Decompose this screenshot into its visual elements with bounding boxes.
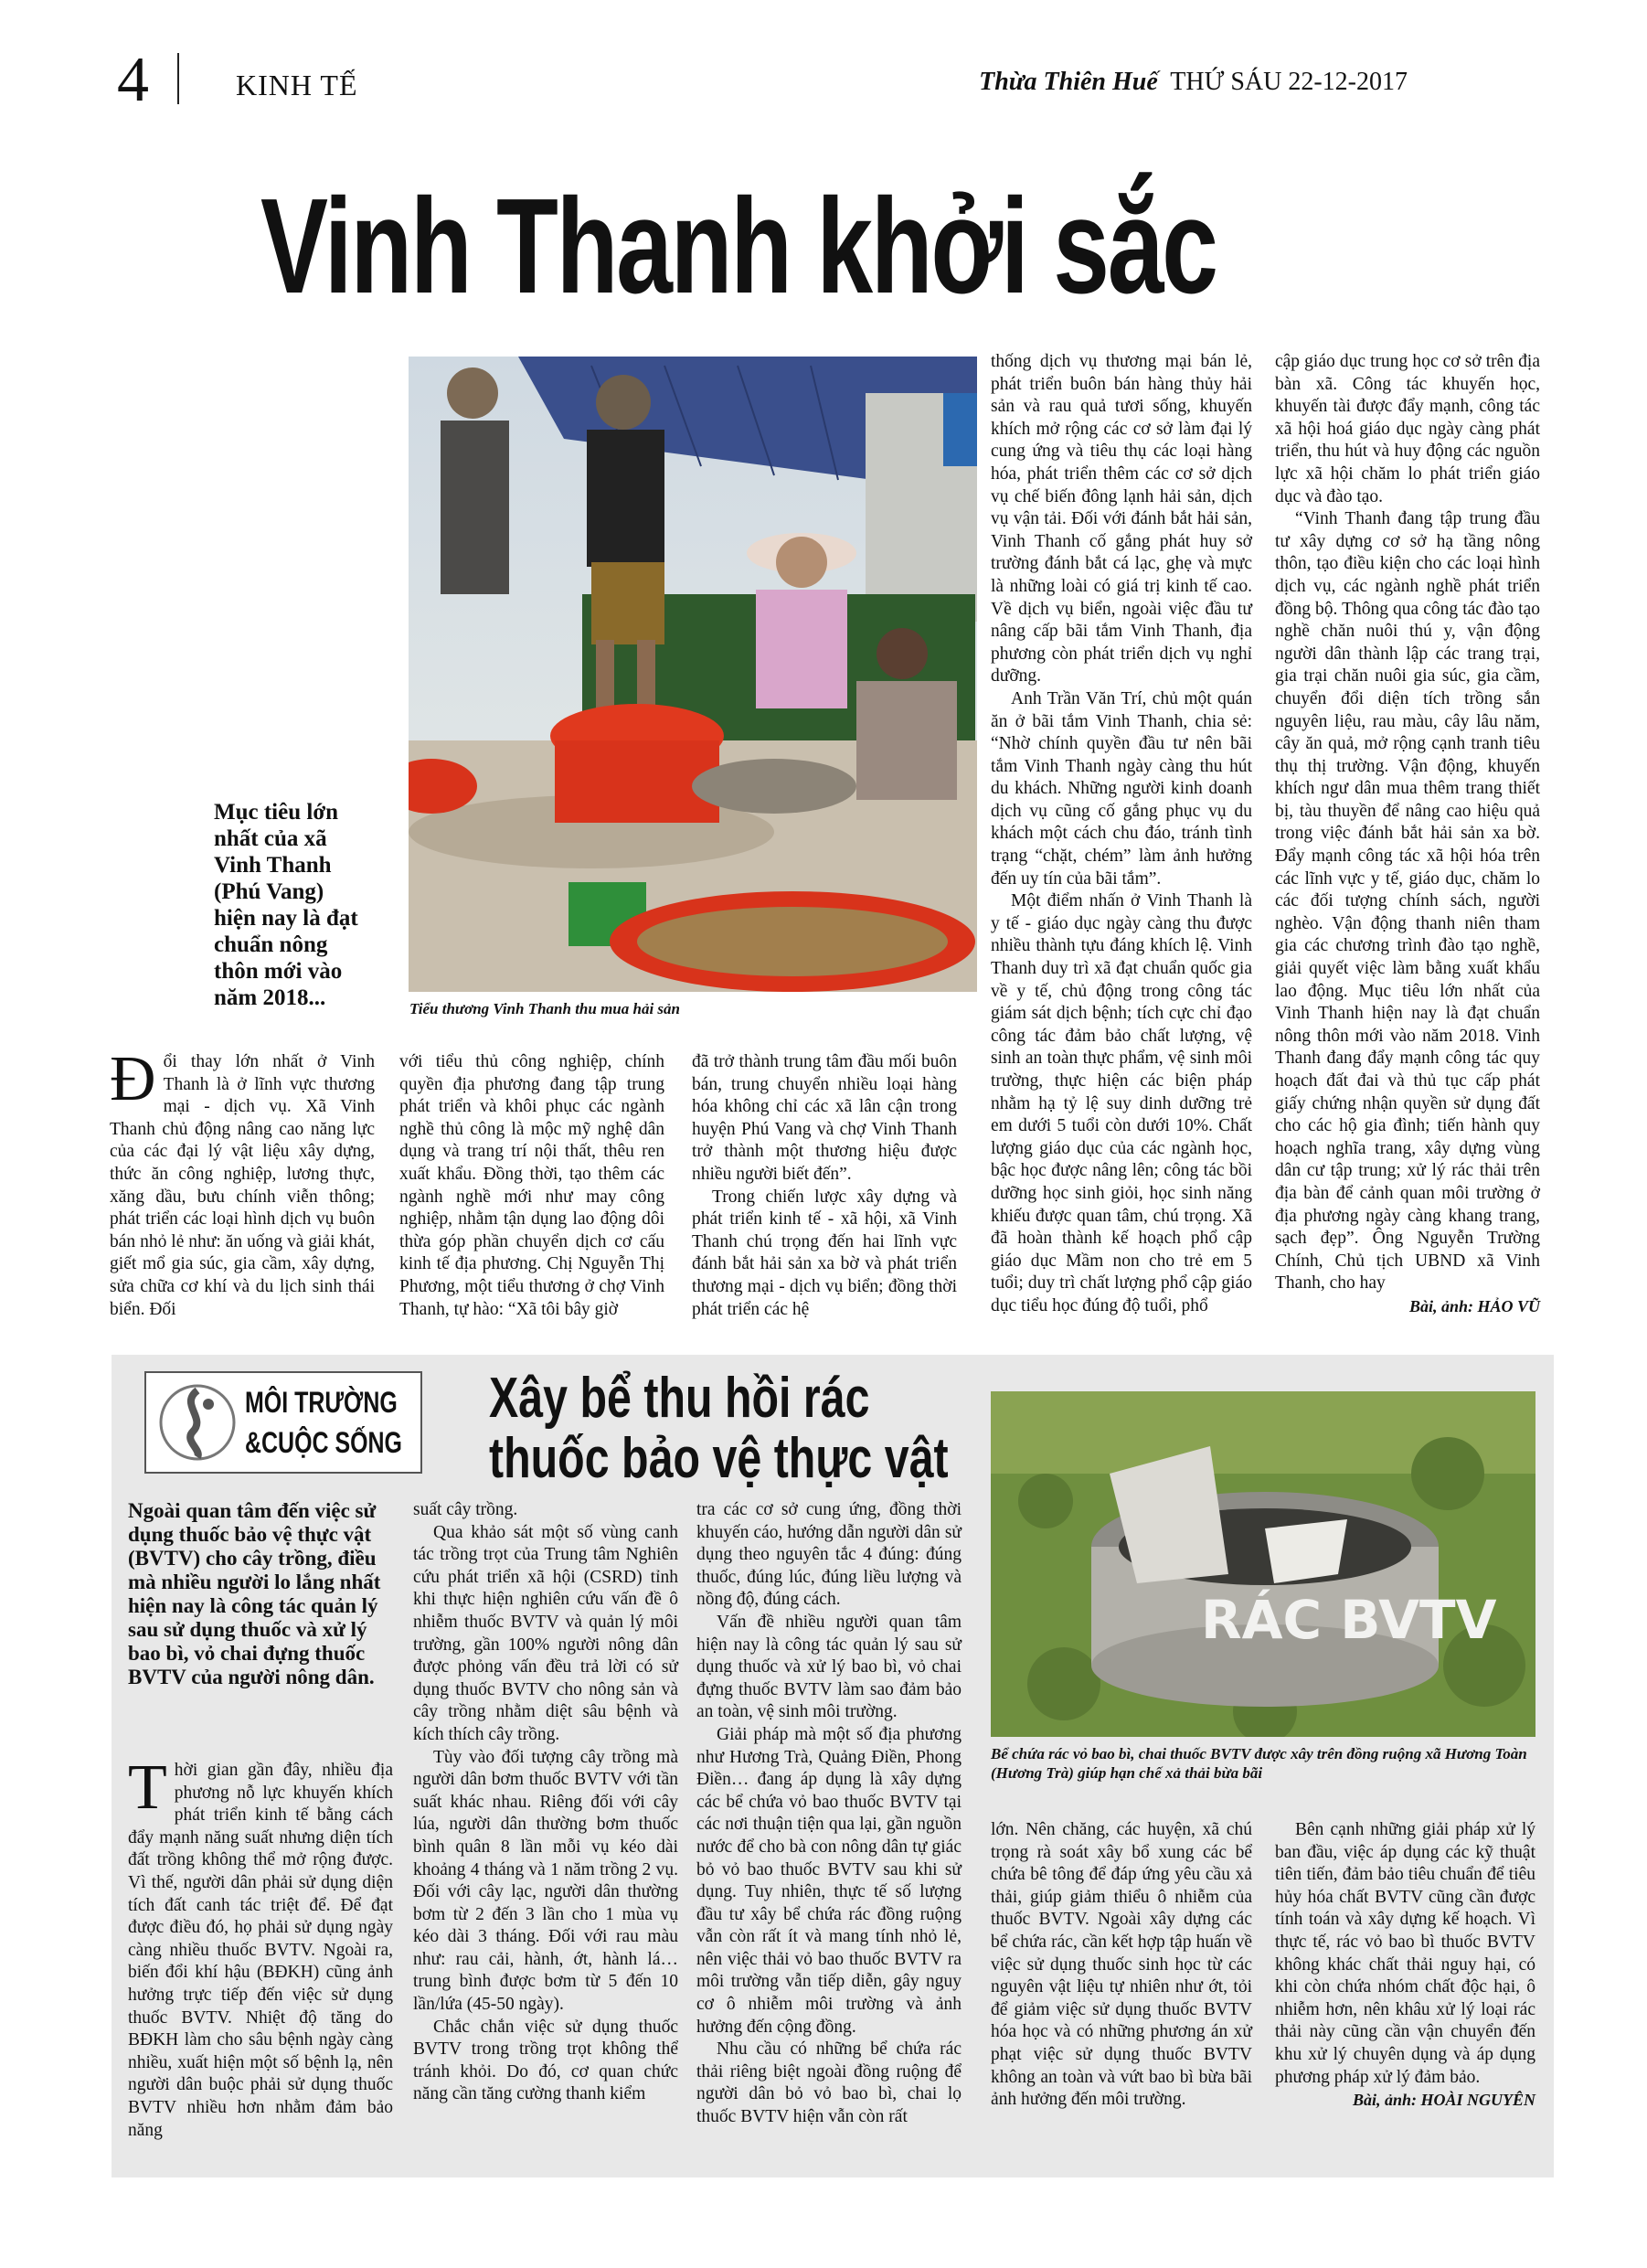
paragraph: suất cây trồng.: [413, 1500, 518, 1519]
article2-col3: [696, 1499, 962, 2129]
article2-col2: [413, 1499, 678, 2106]
article1-col4: [991, 351, 1252, 1318]
issue-date: THỨ SÁU 22-12-2017: [1170, 68, 1408, 96]
badge-line1: MÔI TRƯỜNG: [245, 1386, 398, 1419]
article2-col5: [1275, 1819, 1535, 2112]
paragraph: Anh Trần Văn Trí, chủ một quán ăn ở bãi tắm Vinh Thanh, chia sẻ: “Nhờ chính quyền đầu tư nên bãi tắm Vinh Thanh ngày càng thu hút du khách. Những người kinh doanh dịch vụ cũng cố gắng phục vụ du khách một cách chu đáo, tránh tình trạng “chặt, chém” làm ảnh hưởng đến uy tín của bãi tắm”.: [991, 688, 1252, 889]
paragraph: với tiểu thủ công nghiệp, chính quyền địa phương đang tập trung phát triển và khôi phục các ngành nghề thủ công là mộc mỹ nghệ dân dụng và trang trí nội thất, thêu ren xuất khẩu. Đồng thời, tạo thêm các ngành nghề mới như may công nghiệp, nhằm tận dụng lao động dôi thừa góp phần chuyển dịch cơ cấu kinh tế địa phương. Chị Nguyễn Thị Phương, một tiểu thương ở chợ Vinh Thanh, tự hào: “Xã tôi bây giờ: [399, 1052, 664, 1319]
article1-col5: [1275, 351, 1540, 1318]
photo-caption: Tiểu thương Vinh Thanh thu mua hải sản: [409, 1000, 681, 1017]
environment-logo-icon: [152, 1377, 243, 1468]
drop-cap: Đ: [110, 1044, 156, 1114]
waste-bin-illustration: [991, 1391, 1535, 1737]
article1-col3: [692, 1051, 957, 1321]
page-number: 4: [117, 45, 149, 115]
paragraph: Trong chiến lược xây dựng và phát triển kinh tế - xã hội, xã Vinh Thanh chú trọng đến hai lĩnh vực đánh bắt hải sản xa bờ và phát triển thương mại - dịch vụ biển; đồng thời phát triển các hệ: [692, 1187, 957, 1319]
header-divider: [177, 53, 179, 104]
section-title: KINH TẾ: [236, 69, 358, 101]
bin-label: RÁC BVTV: [1201, 1589, 1497, 1651]
paragraph: Bên cạnh những giải pháp xử lý ban đầu, việc áp dụng các kỹ thuật tiên tiến, đảm bảo tiêu chuẩn để tiêu hủy hóa chất BVTV cũng cần được tính toán và xây dựng kế hoạch. Vì thực tế, rác vỏ bao bì thuốc BVTV không khác chất thải nguy hại, có khi còn chứa nhóm chất độc hại, ô nhiễm hơn, nên khâu xử lý loại rác thải này cũng cần vận chuyển đến khu xử lý chuyên dụng và áp dụng phương pháp xử lý đảm bảo.: [1275, 1820, 1535, 2087]
article1-col2: [399, 1051, 664, 1321]
byline: Bài, ảnh: HẢO VŨ: [1408, 1296, 1540, 1315]
article2-col1: [128, 1752, 393, 2142]
paragraph: Nhu cầu có những bể chứa rác thải riêng biệt ngoài đồng ruộng để người dân bỏ vỏ bao bì, chai lọ thuốc BVTV hiện vẫn còn rất: [696, 2039, 962, 2127]
paragraph: Vấn đề nhiều người quan tâm hiện nay là công tác quản lý sau sử dụng thuốc và xử lý bao bì, vỏ chai đựng thuốc BVTV làm sao đảm bảo an toàn, vệ sinh môi trường.: [696, 1612, 962, 1722]
drop-cap: T: [128, 1752, 167, 1823]
paragraph: Qua khảo sát một số vùng canh tác trồng trọt của Trung tâm Nghiên cứu phát triển xã hội (CSRD) tỉnh khi thực hiện nghiên cứu vấn đề ô nhiễm thuốc BVTV và quản lý môi trường, gần 100% người nông dân được phỏng vấn đều trả lời có sử dụng thuốc BVTV cho nông sản và cây trồng nhằm diệt sâu bệnh và kích thích cây trồng.: [413, 1522, 678, 1744]
paragraph: Một điểm nhấn ở Vinh Thanh là y tế - giáo dục ngày càng thu được nhiều thành tựu đáng khích lệ. Vinh Thanh duy trì xã đạt chuẩn quốc gia về y tế, chủ động trong công tác giám sát dịch bệnh; tích cực chỉ đạo công tác đảm bảo chất lượng, vệ sinh an toàn thực phẩm, vệ sinh môi trường, thực hiện các biện pháp nhằm hạ tỷ lệ suy dinh dưỡng trẻ em dưới 5 tuổi còn dưới 10%. Chất lượng giáo dục của các ngành học, bậc học được nâng lên; công tác bồi dưỡng học sinh giỏi, học sinh năng khiếu được quan tâm, chú trọng. Xã đã hoàn thành kế hoạch phổ cập giáo dục Mầm non cho trẻ em 5 tuổi; duy trì chất lượng phổ cập giáo dục tiểu học đúng độ tuổi, phổ: [991, 891, 1252, 1315]
badge-line2: &CUỘC SỐNG: [245, 1426, 402, 1459]
market-photo: [409, 357, 977, 992]
article2-sapo: Ngoài quan tâm đến việc sử dụng thuốc bảo vệ thực vật (BVTV) cho cây trồng, điều mà nhiều người lo lắng nhất hiện nay là công tác quản lý sau sử dụng thuốc và xử lý bao bì, vỏ chai đựng thuốc BVTV của người nông dân.: [128, 1499, 381, 1688]
paragraph: tra các cơ sở cung ứng, đồng thời khuyến cáo, hướng dẫn người dân sử dụng theo nguyên tắc 4 đúng: đúng thuốc, đúng lúc, đúng liều lượng và nồng độ, đúng cách.: [696, 1500, 962, 1610]
byline: Bài, ảnh: HOÀI NGUYÊN: [1352, 2091, 1535, 2110]
paragraph: ổi thay lớn nhất ở Vinh Thanh là ở lĩnh vực thương mại - dịch vụ. Xã Vinh Thanh chủ động nâng cao năng lực của các đại lý vật liệu xây dựng, thức ăn công nghiệp, lương thực, xăng dầu, bưu chính viễn thông; phát triển các loại hình dịch vụ buôn bán nhỏ lẻ như: ăn uống và giải khát, giết mổ gia súc, gia cầm, xây dựng, sửa chữa cơ khí và du lịch sinh thái biển. Đối: [110, 1052, 375, 1319]
paragraph: Tùy vào đối tượng cây trồng mà người dân bơm thuốc BVTV với tần suất khác nhau. Riêng đối với cây lúa, người dân thường bơm thuốc bình quân 8 lần mỗi vụ kéo dài khoảng 4 tháng và 1 năm trồng 2 vụ. Đối với cây lạc, người dân thường bơm từ 2 đến 3 lần cho 1 mùa vụ kéo dài 3 tháng. Đối với rau màu như: rau cải, hành, ớt, hành lá… trung bình được bơm từ 5 đến 10 lần/lứa (45-50 ngày).: [413, 1747, 678, 2015]
paragraph: thống dịch vụ thương mại bán lẻ, phát triển buôn bán hàng thủy hải sản và rau quả tươi sống, khuyến khích mở rộng các cơ sở làm đại lý cung ứng và tiêu thụ các loại hàng hóa, phát triển thêm các cơ sở dịch vụ chế biến đông lạnh hải sản, dịch vụ vận tải. Đối với đánh bắt hải sản, Vinh Thanh cố gắng phát huy sở trường đánh bắt cá lạc, ghẹ và mực là những loài có giá trị kinh tế cao. Về dịch vụ biển, ngoài việc đầu tư nâng cấp bãi tắm Vinh Thanh, địa phương còn phát triển dịch vụ nghỉ dưỡng.: [991, 352, 1252, 687]
paragraph: Chắc chắn việc sử dụng thuốc BVTV trong trồng trọt không thể tránh khỏi. Do đó, cơ quan chức năng cần tăng cường thanh kiểm: [413, 2017, 678, 2104]
photo2-caption: Bể chứa rác vỏ bao bì, chai thuốc BVTV được xây trên đồng ruộng xã Hương Toàn (Hương Trà) giúp hạn chế xả thải bừa bãi: [991, 1745, 1527, 1782]
paragraph: đã trở thành trung tâm đầu mối buôn bán, trung chuyển nhiều loại hàng hóa không chỉ các xã lân cận trong huyện Phú Vang và chợ Vinh Thanh trở thành một thương hiệu được nhiều người biết đến”.: [692, 1052, 957, 1184]
article2-headline: [489, 1368, 949, 1489]
paragraph: hời gian gần đây, nhiều địa phương nỗ lực khuyến khích phát triển kinh tế bằng cách đẩy mạnh năng suất nhưng diện tích đất trồng không thể mở rộng được. Vì thế, người dân phải sử dụng diện tích đất canh tác triệt để. Để đạt được điều đó, họ phải sử dụng ngày càng nhiều thuốc BVTV. Ngoài ra, biến đổi khí hậu (BĐKH) cũng ảnh hưởng trực tiếp đến việc sử dụng thuốc BVTV. Nhiệt độ tăng do BĐKH làm cho sâu bệnh ngày càng nhiều, xuất hiện một số bệnh lạ, nên người dân buộc phải sử dụng thuốc BVTV nhiều hơn nhằm đảm bảo năng: [128, 1761, 393, 2140]
paragraph: lớn. Nên chăng, các huyện, xã chú trọng rà soát xây bổ xung các bể chứa bê tông để đáp ứng yêu cầu xả thải, giúp giảm thiểu ô nhiễm của thuốc BVTV. Ngoài xây dựng các bể chứa rác, cần kết hợp tập huấn về việc sử dụng thuốc sinh học từ các nguyên vật liệu tự nhiên như ớt, tỏi để giảm việc sử dụng thuốc BVTV hóa học và có những phương án xử phạt việc sử dụng thuốc BVTV không an toàn và vứt bao bì bừa bãi ảnh hưởng đến môi trường.: [991, 1820, 1252, 2110]
article-sapo: Mục tiêu lớn nhất của xã Vinh Thanh (Phú Vang) hiện nay là đạt chuẩn nông thôn mới vào năm 2018...: [214, 800, 358, 1010]
headline-line1: Xây bể thu hồi rác: [489, 1367, 870, 1430]
paragraph: “Vinh Thanh đang tập trung đầu tư xây dựng cơ sở hạ tầng nông thôn, tạo điều kiện cho các loại hình dịch vụ, các ngành nghề phát triển đồng bộ. Thông qua công tác đào tạo nghề chăn nuôi thú y, vận động người dân thành lập các trang trại, gia trại chăn nuôi gia súc, gia cầm, chuyển đổi diện tích trồng sắn nguyên liệu, rau màu, cây lâu năm, cây ăn quả, mở rộng cạnh tranh tiêu thụ thị trường. Vận động, khuyến khích ngư dân mua thêm trang thiết bị, tàu thuyền để nâng cao hiệu quả trong việc đánh bắt hải sản xa bờ. Đẩy mạnh công tác xã hội hóa trên các lĩnh vực y tế, giáo dục, chăm lo các đối tượng chính sách, người nghèo. Vận động thanh niên tham gia các chương trình đào tạo nghề, giải quyết việc làm bằng xuất khẩu lao động. Mục tiêu lớn nhất của Vinh Thanh hiện nay là đạt chuẩn nông thôn mới vào năm 2018. Vinh Thanh đang đẩy mạnh công tác quy hoạch đất đai và thủ tục cấp phát giấy chứng nhận quyền sử dụng đất cho các hộ gia đình; tiến hành quy hoạch nghĩa trang, xây dựng vùng dân cư tập trung; xử lý rác thải trên địa bàn để cảnh quan môi trường ở địa phương ngày càng khang trang, sạch đẹp”. Ông Nguyễn Trường Chính, Chủ tịch UBND xã Vinh Thanh, cho hay: [1275, 509, 1540, 1294]
article-headline: Vinh Thanh khởi sắc: [260, 171, 1217, 322]
masthead: [979, 68, 1408, 97]
waste-bin-photo: [991, 1391, 1535, 1737]
market-photo-illustration: [409, 357, 977, 992]
paper-name: Thừa Thiên Huế: [979, 68, 1158, 96]
paragraph: Giải pháp mà một số địa phương như Hương Trà, Quảng Điền, Phong Điền… đang áp dụng là xây dựng các bể chứa vỏ bao thuốc BVTV tại các nơi thuận tiện qua lại, gần nguồn nước để cho bà con nông dân tự giác bỏ vỏ bao thuốc BVTV sau khi sử dụng. Tuy nhiên, thực tế số lượng đầu tư xây bể chứa rác đồng ruộng vẫn còn rất ít và mang tính nhỏ lẻ, nên việc thải vỏ bao thuốc BVTV ra môi trường vẫn tiếp diễn, gây nguy cơ ô nhiễm môi trường và ảnh hưởng đến cộng đồng.: [696, 1724, 962, 2037]
paragraph: cập giáo dục trung học cơ sở trên địa bàn xã. Công tác khuyến học, khuyến tài được đẩy mạnh, công tác xã hội hoá giáo dục ngày càng phát triển, thu hút và huy động các nguồn lực xã hội chăm lo phát triển giáo dục và đào tạo.: [1275, 352, 1540, 506]
article1-col1: [110, 1044, 375, 1321]
headline-line2: thuốc bảo vệ thực vật: [489, 1427, 949, 1490]
article2-col4: [991, 1819, 1252, 2112]
section-badge: [144, 1371, 422, 1474]
